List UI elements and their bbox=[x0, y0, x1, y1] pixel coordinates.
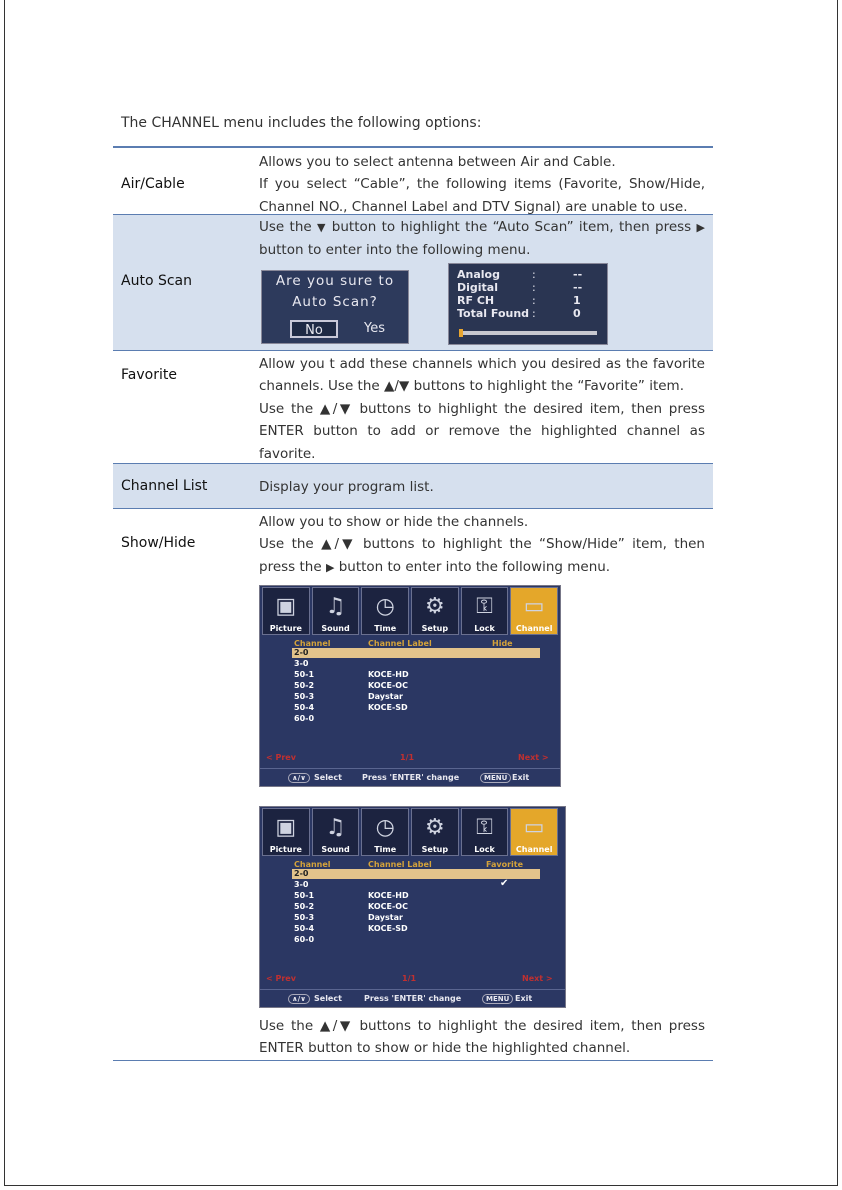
status-name: RF CH bbox=[457, 294, 495, 307]
col-channel: Channel bbox=[294, 860, 331, 869]
channel-options-table bbox=[113, 146, 713, 1061]
footer-press-enter: Press 'ENTER' change bbox=[362, 773, 460, 782]
text: button to highlight the “Auto Scan” item, then press bbox=[326, 219, 697, 235]
footer-select: Select bbox=[314, 994, 342, 1003]
status-sep: : bbox=[532, 294, 536, 307]
gear-icon: ⚙ bbox=[424, 594, 445, 619]
scan-progress-fill bbox=[459, 329, 463, 337]
clock-icon: ◷ bbox=[375, 594, 395, 619]
channel-label: KOCE-HD bbox=[368, 670, 409, 679]
desc-line: Allow you t add these channels which you desired as the favorite channels. Use the ▲/▼ buttons to highlight the “Favorite” item. bbox=[259, 356, 705, 395]
channel-number[interactable]: 50-2 bbox=[294, 681, 315, 690]
desc-line: If you select “Cable”, the following items (Favorite, Show/Hide, Channel NO., Channel Label and DTV Signal) are unable to use. bbox=[259, 176, 705, 215]
channel-number[interactable]: 2-0 bbox=[294, 648, 309, 657]
channel-number[interactable]: 50-4 bbox=[294, 924, 315, 933]
channel-number[interactable]: 3-0 bbox=[294, 659, 309, 668]
footer-exit: Exit bbox=[515, 994, 533, 1003]
channel-label: KOCE-OC bbox=[368, 681, 408, 690]
right-arrow-icon: ▶ bbox=[325, 560, 335, 574]
desc-line: Allows you to select antenna between Air and Cable. bbox=[259, 154, 616, 170]
menu-footer bbox=[260, 989, 565, 1008]
text: Use the ▲/▼ buttons to highlight the “Show/Hide” item, then press the bbox=[259, 536, 705, 575]
down-arrow-icon: ▼ bbox=[317, 221, 327, 234]
menu-time[interactable] bbox=[361, 587, 409, 635]
updown-key-icon: ∧/∨ bbox=[288, 773, 310, 783]
row-description bbox=[259, 151, 705, 218]
footer-press-enter: Press 'ENTER' change bbox=[364, 994, 462, 1003]
channel-number[interactable]: 50-4 bbox=[294, 703, 315, 712]
text: Use the bbox=[259, 219, 317, 235]
col-hide: Hide bbox=[492, 639, 513, 648]
menu-caption: Channel bbox=[515, 845, 553, 854]
next-page[interactable]: Next > bbox=[522, 974, 553, 983]
channel-label: Daystar bbox=[368, 913, 403, 922]
intro-text: The CHANNEL menu includes the following options: bbox=[121, 115, 482, 131]
col-channel-label: Channel Label bbox=[368, 860, 432, 869]
menu-caption: Lock bbox=[474, 624, 495, 633]
status-value: -- bbox=[573, 268, 583, 281]
next-page[interactable]: Next > bbox=[518, 753, 549, 762]
page-indicator: 1/1 bbox=[402, 974, 417, 983]
channel-number[interactable]: 50-1 bbox=[294, 891, 315, 900]
menu-sound[interactable] bbox=[312, 808, 360, 856]
tv-menu-hide bbox=[259, 585, 561, 787]
channel-label: KOCE-HD bbox=[368, 891, 409, 900]
music-note-icon: ♫ bbox=[325, 594, 346, 619]
prev-page[interactable]: < Prev bbox=[266, 974, 296, 983]
status-value: 0 bbox=[573, 307, 581, 320]
menu-time[interactable] bbox=[361, 808, 409, 856]
row-label: Auto Scan bbox=[121, 273, 192, 289]
desc-line bbox=[259, 216, 705, 262]
menu-channel[interactable] bbox=[510, 587, 558, 635]
col-channel-label: Channel Label bbox=[368, 639, 432, 648]
gear-icon: ⚙ bbox=[424, 815, 445, 840]
menu-caption: Picture bbox=[269, 845, 302, 854]
camera-icon: ▣ bbox=[275, 594, 297, 619]
menu-caption: Time bbox=[374, 624, 397, 633]
monitor-icon: ▭ bbox=[523, 594, 545, 619]
channel-number[interactable]: 50-3 bbox=[294, 913, 315, 922]
row-channel-list bbox=[113, 464, 713, 509]
music-note-icon: ♫ bbox=[325, 815, 346, 840]
clock-icon: ◷ bbox=[375, 815, 395, 840]
menu-caption: Setup bbox=[421, 624, 449, 633]
row-description: Display your program list. bbox=[259, 479, 434, 495]
menu-setup[interactable] bbox=[411, 808, 459, 856]
lock-icon: ⚿ bbox=[476, 594, 493, 619]
text: button to enter into the following menu. bbox=[334, 558, 611, 575]
row-description bbox=[259, 511, 705, 579]
row-description bbox=[259, 353, 705, 465]
row-auto-scan bbox=[113, 215, 713, 351]
row-label: Channel List bbox=[121, 478, 208, 494]
footer-select: Select bbox=[314, 773, 342, 782]
channel-number[interactable]: 60-0 bbox=[294, 714, 315, 723]
status-sep: : bbox=[532, 281, 536, 294]
menu-caption: Channel bbox=[515, 624, 553, 633]
status-name: Total Found bbox=[457, 307, 530, 320]
channel-number[interactable]: 50-2 bbox=[294, 902, 315, 911]
menu-lock[interactable] bbox=[461, 587, 509, 635]
menu-key-icon: MENU bbox=[480, 773, 511, 783]
channel-number[interactable]: 3-0 bbox=[294, 880, 309, 889]
status-name: Analog bbox=[457, 268, 500, 281]
menu-lock[interactable] bbox=[461, 808, 509, 856]
selected-row-highlight bbox=[292, 648, 540, 658]
col-channel: Channel bbox=[294, 639, 331, 648]
row-description bbox=[259, 216, 705, 262]
menu-caption: Setup bbox=[421, 845, 449, 854]
updown-key-icon: ∧/∨ bbox=[288, 994, 310, 1004]
status-name: Digital bbox=[457, 281, 498, 294]
camera-icon: ▣ bbox=[275, 815, 297, 840]
row-favorite bbox=[113, 351, 713, 464]
menu-footer bbox=[260, 768, 560, 787]
status-sep: : bbox=[532, 307, 536, 320]
no-button[interactable]: No bbox=[290, 320, 338, 338]
lock-icon: ⚿ bbox=[476, 815, 493, 840]
row-show-hide bbox=[113, 509, 713, 1061]
menu-sound[interactable] bbox=[312, 587, 360, 635]
channel-number[interactable]: 2-0 bbox=[294, 869, 309, 878]
row-air-cable bbox=[113, 148, 713, 215]
tv-menu-favorite bbox=[259, 806, 566, 1008]
channel-label: KOCE-SD bbox=[368, 924, 408, 933]
monitor-icon: ▭ bbox=[523, 815, 545, 840]
auto-scan-status-panel bbox=[448, 263, 608, 345]
footer-exit: Exit bbox=[512, 773, 530, 782]
status-value: 1 bbox=[573, 294, 581, 307]
menu-key-icon: MENU bbox=[482, 994, 513, 1004]
dialog-line-2: Auto Scan? bbox=[292, 294, 378, 310]
menu-setup[interactable] bbox=[411, 587, 459, 635]
row-footer-description: Use the ▲/▼ buttons to highlight the desired item, then press ENTER button to show or hide the highlighted channel. bbox=[259, 1018, 705, 1057]
prev-page[interactable]: < Prev bbox=[266, 753, 296, 762]
auto-scan-confirm-dialog bbox=[261, 270, 409, 344]
page-indicator: 1/1 bbox=[400, 753, 415, 762]
channel-number[interactable]: 60-0 bbox=[294, 935, 315, 944]
desc-line: Use the ▲/▼ buttons to highlight the desired item, then press ENTER button to add or remove the highlighted channel as favorite. bbox=[259, 400, 705, 462]
col-favorite: Favorite bbox=[486, 860, 524, 869]
channel-label: Daystar bbox=[368, 692, 403, 701]
desc-line: Allow you to show or hide the channels. bbox=[259, 514, 529, 530]
menu-caption: Time bbox=[374, 845, 397, 854]
status-value: -- bbox=[573, 281, 583, 294]
menu-picture[interactable] bbox=[262, 587, 310, 635]
menu-caption: Sound bbox=[321, 624, 350, 633]
menu-caption: Lock bbox=[474, 845, 495, 854]
status-sep: : bbox=[532, 268, 536, 281]
right-arrow-icon: ▶ bbox=[696, 221, 705, 234]
channel-number[interactable]: 50-1 bbox=[294, 670, 315, 679]
menu-caption: Picture bbox=[269, 624, 302, 633]
channel-label: KOCE-SD bbox=[368, 703, 408, 712]
scan-progress-bar bbox=[459, 331, 597, 335]
row-label: Show/Hide bbox=[121, 535, 196, 551]
menu-caption: Sound bbox=[321, 845, 350, 854]
row-label: Air/Cable bbox=[121, 176, 185, 192]
row-label: Favorite bbox=[121, 367, 177, 383]
text: button to enter into the following menu. bbox=[259, 242, 531, 259]
channel-number[interactable]: 50-3 bbox=[294, 692, 315, 701]
desc-line bbox=[259, 533, 705, 579]
menu-picture[interactable] bbox=[262, 808, 310, 856]
dialog-line-1: Are you sure to bbox=[275, 273, 395, 289]
favorite-check-icon: ✔ bbox=[500, 878, 509, 889]
menu-channel[interactable] bbox=[510, 808, 558, 856]
yes-button[interactable]: Yes bbox=[364, 321, 385, 336]
channel-label: KOCE-OC bbox=[368, 902, 408, 911]
menu-icon-bar bbox=[262, 808, 558, 856]
menu-icon-bar bbox=[262, 587, 558, 635]
